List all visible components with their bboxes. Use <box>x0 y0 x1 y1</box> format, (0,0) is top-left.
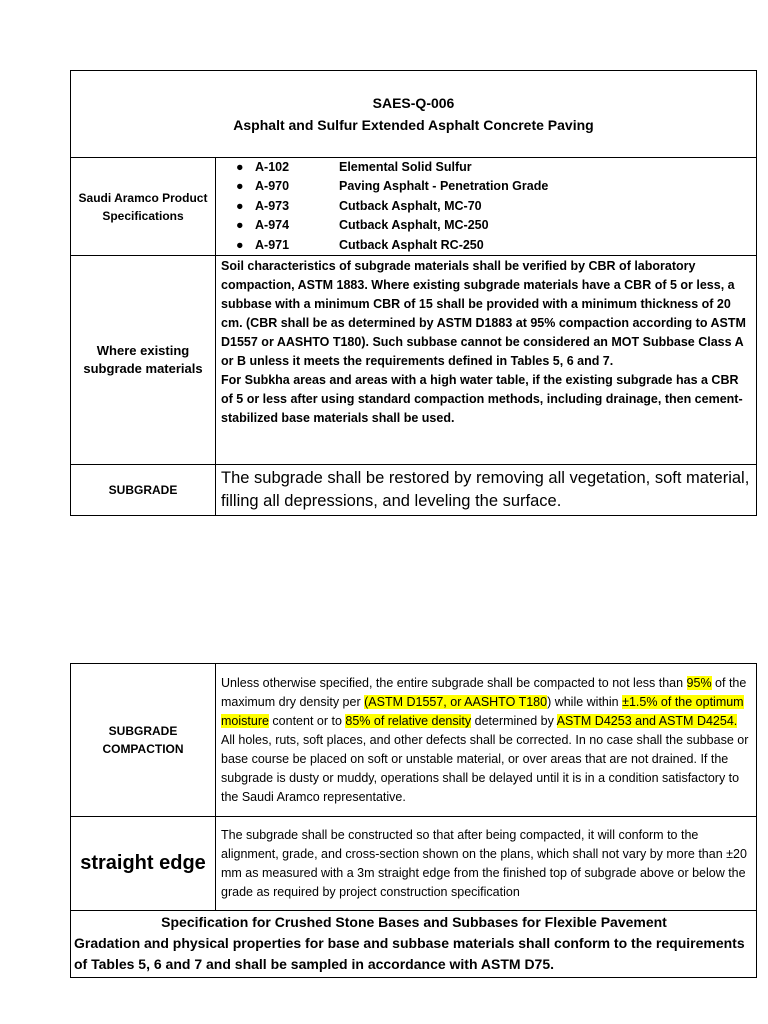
list-item: ● A-971 Cutback Asphalt RC-250 <box>236 236 756 255</box>
straight-edge-text: The subgrade shall be constructed so that after being compacted, it will conform to the alignment, grade, and cross-section shown on the plans, which shall not vary by more than ±20 mm as measured with a 3m straight edge from the finished top of subgrade above or below the grade as required by project construction specification <box>216 817 757 911</box>
document-code: SAES-Q-006 <box>372 95 455 111</box>
spec-table-top <box>70 70 757 516</box>
product-specs-cell <box>216 158 757 256</box>
highlight: 95% <box>686 675 712 690</box>
highlight: ±1.5% of the optimum moisture <box>221 694 744 728</box>
compaction-text: Unless otherwise specified, the entire subgrade shall be compacted to not less than 95% of the maximum dry density per (ASTM D1557, or AASHTO T180) while within ±1.5% of the optimum moisture content or to 85% of relative density determined by ASTM D4253 and ASTM D4254. All holes, ruts, soft places, and other defects shall be corrected. In no case shall the subbase or base course be placed on soft or unstable material, or over areas that are not drained. If the subgrade is dusty or muddy, operations shall be delayed until it is in a condition satisfactory to the Saudi Aramco representative. <box>216 664 757 817</box>
product-specs-list <box>216 158 756 255</box>
footer-title: Specification for Crushed Stone Bases and Subbases for Flexible Pavement <box>161 914 667 930</box>
document-title: Asphalt and Sulfur Extended Asphalt Concrete Paving <box>233 117 594 133</box>
existing-subgrade-para-2: For Subkha areas and areas with a high water table, if the existing subgrade has a CBR of 5 or less after using standard compaction methods, including drainage, then cement-stabilized base materials shall be used. <box>221 373 743 426</box>
existing-subgrade-para-1: Soil characteristics of subgrade materials shall be verified by CBR of laboratory compaction, ASTM 1883. Where existing subgrade materials have a CBR of 5 or less, a subbase with a minimum CBR of 15 shall be provided with a minimum thickness of 20 cm. (CBR shall be as determined by ASTM D1883 at 95% compaction according to ASTM D1557 or AASHTO T180). Such subbase cannot be considered an MOT Subbase Class A or B unless it meets the requirements defined in Tables 5, 6 and 7. <box>221 259 746 369</box>
list-item: ● A-102 Elemental Solid Sulfur <box>236 158 756 177</box>
subgrade-label: SUBGRADE <box>71 465 216 516</box>
bullet-icon: ● <box>236 237 244 252</box>
product-specs-label: Saudi Aramco Product Specifications <box>71 158 216 256</box>
existing-subgrade-label: Where existing subgrade materials <box>71 256 216 465</box>
spec-table-bottom <box>70 663 757 978</box>
highlight: 85% of relative density <box>345 713 472 728</box>
bullet-icon: ● <box>236 179 244 194</box>
document-header <box>71 71 757 158</box>
highlight: (ASTM D1557, or AASHTO T180 <box>364 694 548 709</box>
highlight: ASTM D4253 and ASTM D4254. <box>556 713 738 728</box>
bullet-icon: ● <box>236 160 244 174</box>
footer-cell <box>71 911 757 978</box>
list-item: ● A-970 Paving Asphalt - Penetration Grade <box>236 177 756 196</box>
list-item: ● A-974 Cutback Asphalt, MC-250 <box>236 216 756 235</box>
straight-edge-label: straight edge <box>71 817 216 911</box>
bullet-icon: ● <box>236 198 244 213</box>
list-item: ● A-973 Cutback Asphalt, MC-70 <box>236 197 756 216</box>
subgrade-text: The subgrade shall be restored by removing all vegetation, soft material, filling all depressions, and leveling the surface. <box>216 465 757 516</box>
existing-subgrade-text <box>216 256 757 465</box>
bullet-icon: ● <box>236 218 244 233</box>
compaction-label: SUBGRADE COMPACTION <box>71 664 216 817</box>
footer-text: Gradation and physical properties for base and subbase materials shall conform to the requirements of Tables 5, 6 and 7 and shall be sampled in accordance with ASTM D75. <box>74 935 745 972</box>
